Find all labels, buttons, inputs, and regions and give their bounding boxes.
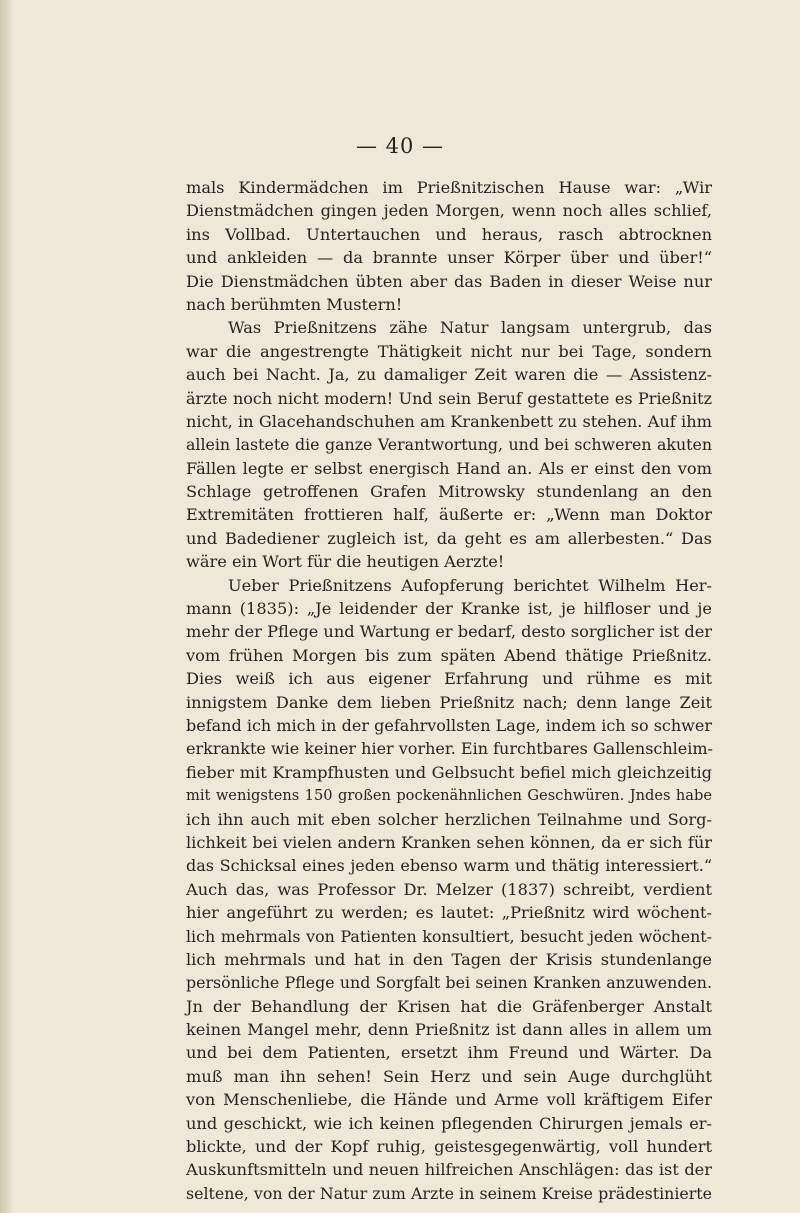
text-line: befand ich mich in der gefahrvollsten Lage, indem ich so schwer	[186, 715, 712, 735]
text-line: und ankleiden — da brannte unser Körper über und über!“	[186, 248, 712, 268]
text-line: nicht, in Glacehandschuhen am Krankenbett zu stehen. Auf ihm	[186, 411, 712, 431]
text-line: mals Kindermädchen im Prießnitzischen Hause war: „Wir	[186, 178, 712, 197]
body-text	[186, 176, 712, 1205]
text-line: erkrankte wie keiner hier vorher. Ein furchtbares Gallenschleim-	[186, 739, 713, 759]
text-line: und bei dem Patienten, ersetzt ihm Freund und Wärter. Da	[186, 1043, 712, 1063]
text-line: ins Vollbad. Untertauchen und heraus, rasch abtrocknen	[186, 224, 712, 244]
text-line: vom frühen Morgen bis zum späten Abend thätige Prießnitz.	[186, 645, 712, 665]
text-line: keinen Mangel mehr, denn Prießnitz ist dann alles in allem um	[186, 1020, 712, 1040]
page-number: — 40 —	[355, 134, 445, 158]
text-line: fieber mit Krampfhusten und Gelbsucht befiel mich gleichzeitig	[186, 762, 712, 782]
text-line: allein lastete die ganze Verantwortung, und bei schweren akuten	[186, 435, 712, 455]
text-line: wäre ein Wort für die heutigen Aerzte!	[186, 552, 505, 572]
text-line: seltene, von der Natur zum Arzte in seinem Kreise prädestinierte	[186, 1183, 712, 1203]
text-line: Fällen legte er selbst energisch Hand an. Als er einst den vom	[186, 458, 712, 478]
text-line: Extremitäten frottieren half, äußerte er: „Wenn man Doktor	[186, 505, 712, 525]
text-line: Auch das, was Professor Dr. Melzer (1837) schreibt, verdient	[186, 879, 712, 899]
text-line: lich mehrmals und hat in den Tagen der Krisis stundenlange	[186, 949, 712, 969]
text-line: mann (1835): „Je leidender der Kranke ist, je hilfloser und je	[186, 599, 712, 619]
text-line: ich ihn auch mit eben solcher herzlichen Teilnahme und Sorg-	[186, 809, 712, 829]
text-line: war die angestrengte Thätigkeit nicht nur bei Tage, sondern	[186, 341, 712, 361]
text-line: auch bei Nacht. Ja, zu damaliger Zeit waren die — Assistenz-	[186, 365, 712, 385]
text-line: blickte, und der Kopf ruhig, geistesgegenwärtig, voll hundert	[186, 1137, 712, 1157]
text-line: innigstem Danke dem lieben Prießnitz nach; denn lange Zeit	[186, 692, 712, 712]
text-line: hier angeführt zu werden; es lautet: „Prießnitz wird wöchent-	[186, 903, 712, 923]
text-line: und Badediener zugleich ist, da geht es am allerbesten.“ Das	[186, 528, 712, 548]
text-line: lichkeit bei vielen andern Kranken sehen können, da er sich für	[186, 832, 712, 852]
text-line: muß man ihn sehen! Sein Herz und sein Auge durchglüht	[186, 1066, 712, 1086]
text-line: mehr der Pflege und Wartung er bedarf, desto sorglicher ist der	[186, 622, 713, 642]
text-line: lich mehrmals von Patienten konsultiert, besucht jeden wöchent-	[186, 926, 712, 946]
text-line: Ueber Prießnitzens Aufopferung berichtet Wilhelm Her-	[228, 575, 712, 595]
text-line: das Schicksal eines jeden ebenso warm und thätig interessiert.“	[186, 856, 712, 876]
text-line: von Menschenliebe, die Hände und Arme voll kräftigem Eifer	[186, 1090, 712, 1110]
text-line: Dienstmädchen gingen jeden Morgen, wenn noch alles schlief,	[186, 201, 712, 221]
text-line: persönliche Pflege und Sorgfalt bei seinen Kranken anzuwenden.	[186, 973, 712, 993]
text-line: mit wenigstens 150 großen pockenähnlichen Geschwüren. Jndes habe	[186, 787, 712, 805]
page-edge-shadow	[0, 0, 14, 1213]
text-line: Schlage getroffenen Grafen Mitrowsky stundenlang an den	[186, 482, 712, 502]
text-line: und geschickt, wie ich keinen pflegenden Chirurgen jemals er-	[186, 1113, 712, 1133]
text-line: nach berühmten Mustern!	[186, 294, 403, 314]
text-line: Jn der Behandlung der Krisen hat die Gräfenberger Anstalt	[186, 996, 712, 1016]
text-line: Auskunftsmitteln und neuen hilfreichen Anschlägen: das ist der	[186, 1160, 712, 1180]
text-line: Die Dienstmädchen übten aber das Baden in dieser Weise nur	[186, 271, 712, 291]
text-line: Dies weiß ich aus eigener Erfahrung und rühme es mit	[186, 669, 712, 689]
text-line: ärzte noch nicht modern! Und sein Beruf gestattete es Prießnitz	[186, 388, 712, 408]
text-line: Was Prießnitzens zähe Natur langsam untergrub, das	[228, 318, 712, 338]
